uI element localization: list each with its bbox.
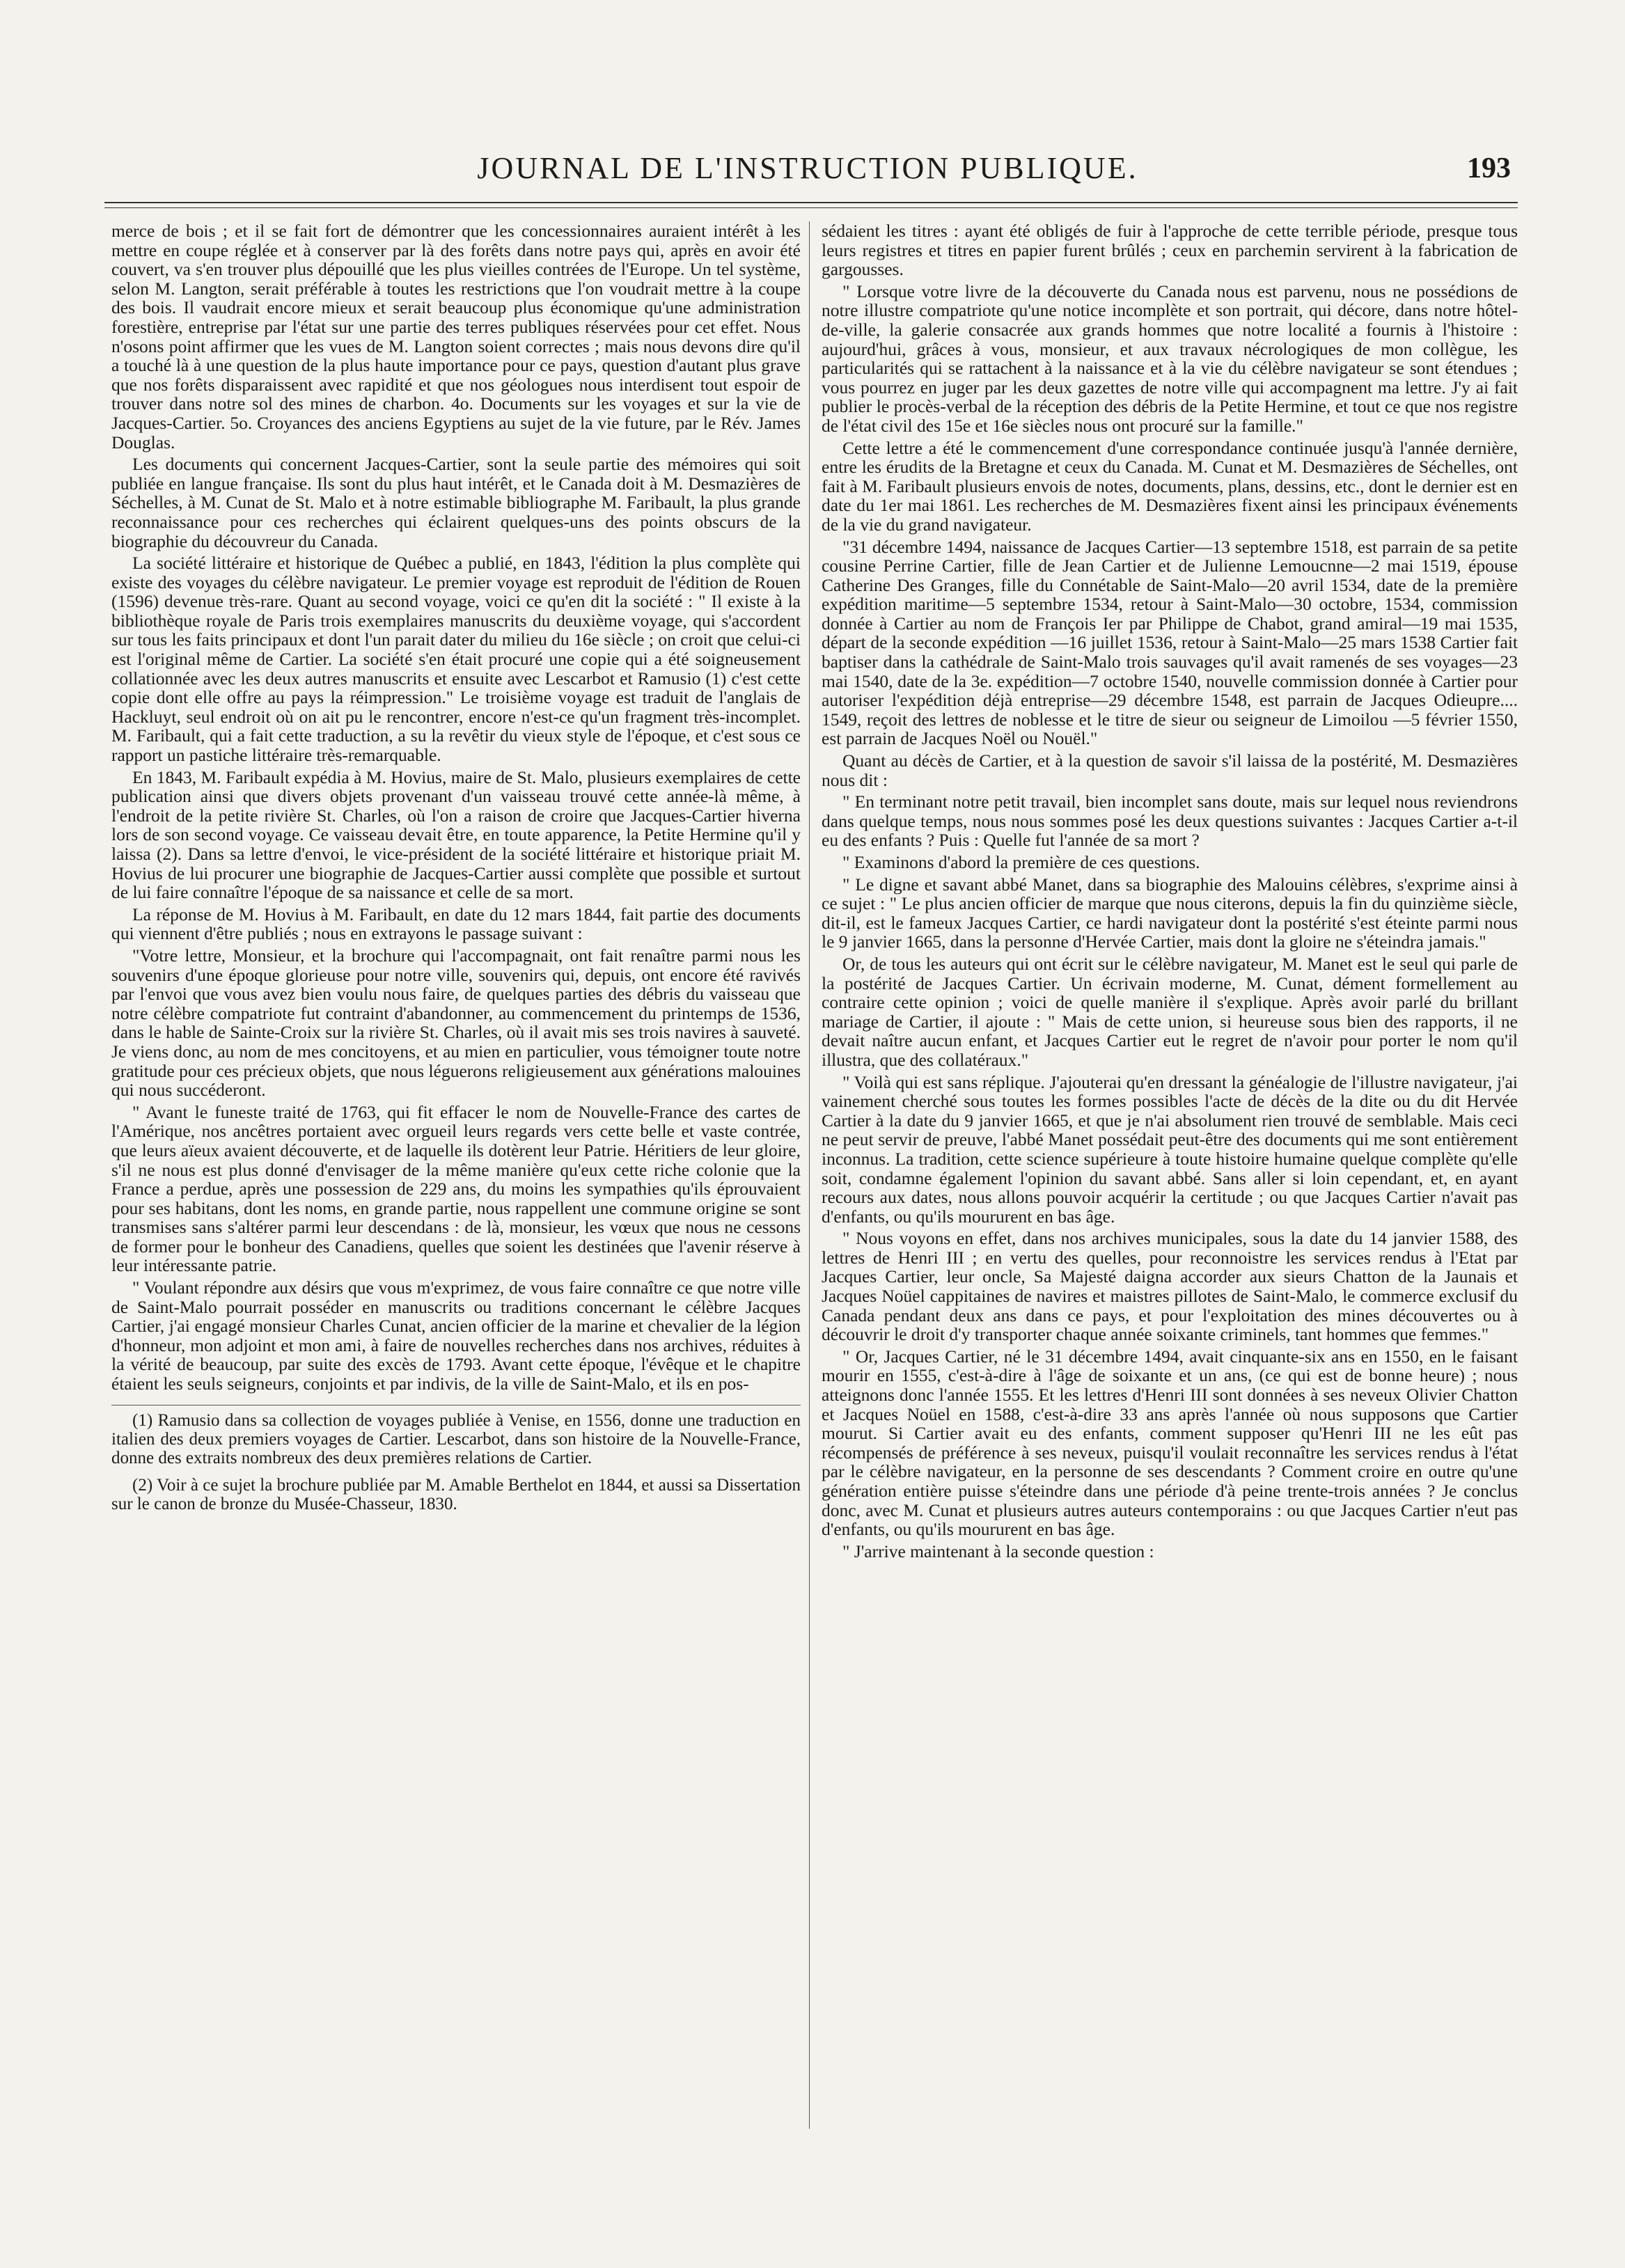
paragraph: merce de bois ; et il se fait fort de démontrer que les concessionnaires auraient intérêt à les mettre en coupe réglée et à conserver par là des forêts dans notre pays qui, après en avoir été couvert, va s'en trouver plus dépouillé que les plus vieilles contrées de l'Europe. Un tel système, selon M. Langton, serait préférable à toutes les restrictions que l'on voudrait mettre à la coupe des bois. Il vaudrait encore mieux et serait beaucoup plus économique qu'une administration forestière, entreprise par l'état sur une partie des terres publiques réservées pour cet effet. Nous n'osons point affirmer que les vues de M. Langton soient correctes ; mais nous devons dire qu'il a touché là à une question de la plus haute importance pour ce pays, question d'autant plus grave que nos forêts disparaissent avec rapidité et que nos géologues nous interdisent tout espoir de trouver dans notre sol des mines de charbon. 4o. Documents sur les voyages et sur la vie de Jacques-Cartier. 5o. Croyances des anciens Egyptiens au sujet de la vie future, par le Rév. James Douglas. <box>111 221 801 452</box>
header-rule <box>104 202 1518 203</box>
quote-paragraph: " Or, Jacques Cartier, né le 31 décembre 1494, avait cinquante-six ans en 1550, en le faisant mourir en 1555, c'est-à-dire à l'âge de soixante et un ans, (ce qui est de bonne heure) ; nous atteignons donc l'année 1555. Et les lettres d'Henri III sont données à ses neveux Olivier Chatton et Jacques Noüel en 1588, c'est-à-dire 33 ans après l'année où nous supposons que Cartier mourut. Si Cartier avait eu des enfants, comment supposer qu'Henri III ne les eût pas récompensés de préférence à ses neveux, puisqu'il voulait reconnaître les services rendus à l'état par le célèbre navigateur, en la personne de ses descendants ? Comment croire en outre qu'une génération entière puisse s'éteindre dans une période d'à peine trente-trois années ? Je conclus donc, avec M. Cunat et plusieurs autres auteurs contemporains : ou que Jacques Cartier n'eut pas d'enfants, ou qu'ils moururent en bas âge. <box>822 1346 1518 1540</box>
quote-paragraph: " Le digne et savant abbé Manet, dans sa biographie des Malouins célèbres, s'exprime ainsi à ce sujet : " Le plus ancien officier de marque que nous citerons, depuis la fin du quinzième siècle, dit-il, est le fameux Jacques Cartier, ce hardi navigateur dont la postérité s'est éteinte parmi nous le 9 janvier 1665, dans la personne d'Hervée Cartier, mais dont la gloire ne s'éteindra jamais." <box>822 874 1518 952</box>
footnote: (1) Ramusio dans sa collection de voyages publiée à Venise, en 1556, donne une traduction en italien des deux premiers voyages de Cartier. Lescarbot, dans son histoire de la Nouvelle-France, donne des extraits nombreux des deux premières relations de Cartier. <box>111 1410 801 1467</box>
paragraph: La réponse de M. Hovius à M. Faribault, en date du 12 mars 1844, fait partie des documents qui viennent d'être publiés ; nous en extrayons le passage suivant : <box>111 904 801 944</box>
header-rule-thin <box>104 207 1518 208</box>
quote-paragraph: " Avant le funeste traité de 1763, qui fit effacer le nom de Nouvelle-France des cartes de l'Amérique, nos ancêtres portaient avec orgueil leurs regards vers cette belle et vaste contrée, que leurs aïeux avaient découverte, et de laquelle ils dotèrent leur Patrie. Héritiers de leur gloire, s'il ne nous est plus donné d'envisager de la même manière qu'eux cette riche colonie que la France a perdue, après une possession de 229 ans, du moins les sympathies qu'ils éprouvaient pour ses habitans, dont les noms, en grande partie, nous rappellent une commune origine se sont transmises sans s'altérer parmi leur descendans : de là, monsieur, les vœux que nous ne cessons de former pour le bonheur des Canadiens, quelles que soient les destinées que l'avenir réserve à leur intéressante patrie. <box>111 1101 801 1276</box>
paragraph: Or, de tous les auteurs qui ont écrit sur le célèbre navigateur, M. Manet est le seul qui parle de la postérité de Jacques Cartier. Un écrivain moderne, M. Cunat, dément formellement au contraire cette opinion ; voici de quelle manière il s'explique. Après avoir parlé du brillant mariage de Cartier, il ajoute : " Mais de cette union, si heureuse sous bien des rapports, il ne devait naître aucun enfant, et Jacques Cartier eut le regret de n'avoir pour porter le nom qu'il illustra, que des collatéraux." <box>822 953 1518 1070</box>
paragraph: Les documents qui concernent Jacques-Cartier, sont la seule partie des mémoires qui soit publiée en langue française. Ils sont du plus haut intérêt, et le Canada doit à M. Desmazières de Séchelles, à M. Cunat de St. Malo et à notre estimable bibliographe M. Faribault, la plus grande reconnaissance pour ces recherches qui éclairent quelques-uns des points obscurs de la biographie du découvreur du Canada. <box>111 454 801 551</box>
quote-paragraph: " Nous voyons en effet, dans nos archives municipales, sous la date du 14 janvier 1588, des lettres de Henri III ; en vertu des quelles, pour reconnoistre les services rendus à l'Etat par Jacques Cartier, leur oncle, Sa Majesté daigna accorder aux sieurs Chatton de la Jaunais et Jacques Noüel cappitaines de navires et maistres pillotes de Saint-Malo, le commerce exclusif du Canada pendant deux ans dans ce pays, et pour l'exploitation des mines découvertes ou à découvrir le droit d'y transporter chaque année soixante criminels, tant hommes que femmes." <box>822 1228 1518 1345</box>
quote-paragraph: " Voulant répondre aux désirs que vous m'exprimez, de vous faire connaître ce que notre ville de Saint-Malo pourrait posséder en manuscrits ou traditions concernant le célèbre Jacques Cartier, j'ai engagé monsieur Charles Cunat, ancien officier de la marine et chevalier de la légion d'honneur, mon adjoint et mon ami, à faire de nouvelles recherches dans nos archives, réduites à la vérité de beaucoup, par suite des excès de 1793. Avant cette époque, l'évêque et le chapitre étaient les seuls seigneurs, conjoints et par indivis, de la ville de Saint-Malo, et ils en pos- <box>111 1277 801 1394</box>
paragraph: La société littéraire et historique de Québec a publié, en 1843, l'édition la plus complète qui existe des voyages du célèbre navigateur. Le premier voyage est reproduit de l'édition de Rouen (1596) devenue très-rare. Quant au second voyage, voici ce qu'en dit la société : " Il existe à la bibliothèque royale de Paris trois exemplaires manuscrits du deuxième voyage, qui s'accordent sur tous les faits principaux et dont l'un parait dater du milieu du 16e siècle ; on croit que celui-ci est l'original même de Cartier. La société s'en était procuré une copie qui a été soigneusement collationnée avec les deux autres manuscrits et ensuite avec Lescarbot et Ramusio (1) c'est cette copie dont elle offre au pays la réimpression." Le troisième voyage est traduit de l'anglais de Hackluyt, seul endroit où on ait pu le rencontrer, encore n'est-ce qu'un fragment très-incomplet. M. Faribault, qui a fait cette traduction, a su la revêtir du vieux style de l'époque, et c'est sous ce rapport un pastiche littéraire très-remarquable. <box>111 553 801 766</box>
quote-paragraph: " Examinons d'abord la première de ces questions. <box>842 852 1200 872</box>
quote-paragraph: " Lorsque votre livre de la découverte du Canada nous est parvenu, nous ne possédions de notre illustre compatriote qu'une notice incomplète et son portrait, qui décore, dans notre hôtel-de-ville, la galerie consacrée aux grands hommes que notre localité a fournis à l'histoire : aujourd'hui, grâces à vous, monsieur, et aux travaux nécrologiques de mon collègue, les particularités qui se rattachent à la naissance et à la vie du célèbre navigateur se sont étendues ; vous pourrez en juger par les deux gazettes de notre ville qui accompagnent ma lettre. J'y ai fait publier le procès-verbal de la réception des débris de la Petite Hermine, et tout ce que nos registre de l'état civil des 15e et 16e siècles nous ont procuré sur la famille." <box>822 281 1518 436</box>
paragraph: sédaient les titres : ayant été obligés de fuir à l'approche de cette terrible période, presque tous leurs registres et titres en papier furent brûlés ; ceux en parchemin servirent à la fabrication de gargousses. <box>822 221 1518 280</box>
paragraph: Cette lettre a été le commencement d'une correspondance continuée jusqu'à l'année dernière, entre les érudits de la Bretagne et ceux du Canada. M. Cunat et M. Desmazières de Séchelles, ont fait à M. Faribault plusieurs envois de notes, documents, plans, dessins, etc., dont le dernier est en date du 1er mai 1861. Les recherches de M. Desmazières fixent ainsi les principaux événements de la vie du grand navigateur. <box>822 437 1518 535</box>
quote-paragraph: " Voilà qui est sans réplique. J'ajouterai qu'en dressant la généalogie de l'illustre navigateur, j'ai vainement cherché sous toutes les formes possibles l'acte de décès de la dite ou du dit Hervée Cartier à la date du 9 janvier 1665, et que je n'ai absolument rien trouvé de semblable. Mais ceci ne peut servir de preuve, l'abbé Manet possédait peut-être des documents qui me sont entièrement inconnus. La tradition, cette science supérieure à toute histoire humaine quelque complète qu'elle soit, condamne également l'opinion du savant abbé. Sans aller si loin cependant, et, en ayant recours aux dates, nous allons pouvoir acquérir la certitude ; ou que Jacques Cartier n'avait pas d'enfants, ou qu'ils moururent en bas âge. <box>822 1071 1518 1227</box>
right-column <box>822 221 1518 1564</box>
paragraph: Quant au décès de Cartier, et à la question de savoir s'il laissa de la postérité, M. Desmazières nous dit : <box>822 750 1518 790</box>
quote-paragraph: " En terminant notre petit travail, bien incomplet sans doute, mais sur lequel nous reviendrons dans quelque temps, nous nous sommes posé les deux questions suivantes : Jacques Cartier a-t-il eu des enfants ? Puis : Quelle fut l'année de sa mort ? <box>822 792 1518 851</box>
footnote: (2) Voir à ce sujet la brochure publiée par M. Amable Berthelot en 1844, et aussi sa Dissertation sur le canon de bronze du Musée-Chasseur, 1830. <box>111 1475 801 1513</box>
journal-title: JOURNAL DE L'INSTRUCTION PUBLIQUE. <box>477 151 1138 185</box>
page-header <box>104 150 1511 192</box>
paragraph: En 1843, M. Faribault expédia à M. Hovius, maire de St. Malo, plusieurs exemplaires de cette publication ainsi que divers objets provenant d'un vaisseau trouvé cette année-là même, à l'endroit de la petite rivière St. Charles, où l'on a raison de croire que Jacques-Cartier hiverna lors de son second voyage. Ce vaisseau devait être, en toute apparence, la Petite Hermine qu'il y laissa (2). Dans sa lettre d'envoi, le vice-président de la société littéraire et historique priait M. Hovius de lui procurer une biographie de Jacques-Cartier aussi complète que possible et surtout de lui faire connaître l'époque de sa naissance et celle de sa mort. <box>111 766 801 903</box>
column-divider <box>809 221 810 2129</box>
quote-paragraph: " J'arrive maintenant à la seconde question : <box>842 1541 1154 1561</box>
quote-paragraph: "31 décembre 1494, naissance de Jacques Cartier—13 septembre 1518, est parrain de sa petite cousine Perrine Cartier, fille de Jean Cartier et de Julienne Lemoucnne—2 mai 1519, épouse Catherine Des Granges, fille du Connétable de Saint-Malo—20 avril 1534, date de la première expédition maritime—5 septembre 1534, retour à Saint-Malo—30 octobre, 1534, commission donnée à Cartier au nom de François Ier par Philippe de Chabot, grand amiral—19 mai 1535, départ de la seconde expédition —16 juillet 1536, retour à Saint-Malo—25 mars 1538 Cartier fait baptiser dans la cathédrale de Saint-Malo trois sauvages qu'il avait ramenés de ses voyages—23 mai 1540, date de la 3e. expédition—7 octobre 1540, nouvelle commission donnée à Cartier pour autoriser l'expédition déjà entreprise—29 décembre 1548, est parrain de Jacques Odieupre.... 1549, reçoit des lettres de noblesse et le titre de sieur ou seigneur de Limoilou —5 février 1550, est parrain de Jacques Noël ou Nouël." <box>822 536 1518 749</box>
quote-paragraph: "Votre lettre, Monsieur, et la brochure qui l'accompagnait, ont fait renaître parmi nous les souvenirs d'une époque glorieuse pour notre ville, souvenirs qui, depuis, ont encore été ravivés par l'envoi que vous avez bien voulu nous faire, de quelques parties des débris du vaisseau que notre célèbre compatriote fut contraint d'abandonner, au commencement du printemps de 1536, dans le hable de Sainte-Croix sur la rivière St. Charles, où il avait mis ses trois navires à sauveté. Je viens donc, au nom de mes concitoyens, et au mien en particulier, vous témoigner toute notre gratitude pour ces précieux objets, que nous léguerons religieusement aux générations malouines qui nous succéderont. <box>111 945 801 1101</box>
footnotes <box>111 1405 801 1513</box>
page-number: 193 <box>1467 152 1511 184</box>
left-column <box>111 221 801 1522</box>
